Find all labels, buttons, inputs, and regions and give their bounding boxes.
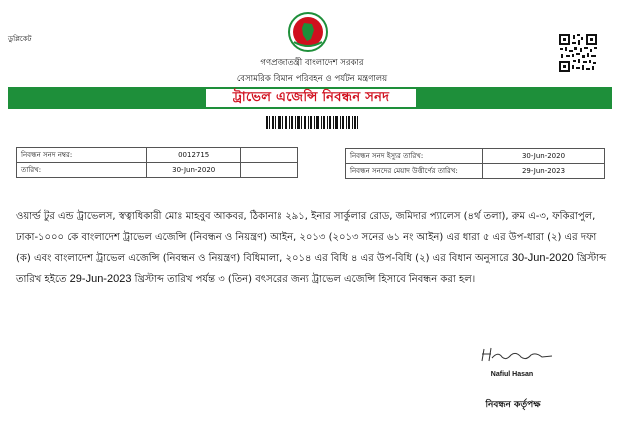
body-text-part3: খ্রিস্টাব্দ তারিখ পর্যন্ত ৩ (তিন) বৎসরের জন্য ট্রাভেল এজেন্সি হিসাবে নিবন্ধন করা হল।	[131, 274, 476, 285]
body-text-part1: ওয়ার্ল্ড টুর এন্ড ট্রাভেলস, স্বত্বাধিকারী মোঃ মাহবুব আকবর, ঠিকানাঃ ২৯১, ইনার সার্কুলার রোড, জমিদার প্যালেস (৪র্থ তলা), রুম এ-৩, ফকিরাপুল, ঢাকা-১০০০ কে বাংলাদেশ ট্রাভেল এজেন্সি (নিবন্ধন ও নিয়ন্ত্রণ) আইন, ২০১৩ (২০১৩ সনের ৬১ নং আইন) এর ধারা ৫ এর উপ-ধারা (২) এর দফা (ক) এবং বাংলাদেশ ট্রাভেল এজেন্সি (নিবন্ধন ও নিয়ন্ত্রণ) বিধিমালা, ২০১৪ এর বিধি ৪ এর উপ-বিধি (২) এর বিধান অনুসারে	[16, 211, 597, 264]
registration-number-label: নিবন্ধন সনদ নম্বর:	[17, 148, 147, 163]
date-value: 30-Jun-2020	[147, 163, 241, 178]
issue-date-label: নিবন্ধন সনদ ইস্যুর তারিখ:	[346, 149, 483, 164]
table-row	[346, 164, 605, 179]
duplicate-label: ডুপ্লিকেট	[8, 35, 32, 43]
registration-table-left	[16, 147, 298, 178]
certificate-title: ট্রাভেল এজেন্সি নিবন্ধন সনদ	[206, 89, 416, 107]
valid-to-date: 29-Jun-2023	[69, 273, 132, 285]
qr-code	[558, 33, 598, 73]
table-row	[17, 148, 298, 163]
signer-name: Nafiul Hasan	[490, 371, 534, 378]
expiry-date-label: নিবন্ধন সনদের মেয়াদ উত্তীর্ণের তারিখ:	[346, 164, 483, 179]
body-text-part2: খ্রিস্টাব্দ তারিখ হইতে	[16, 253, 607, 285]
signature	[478, 345, 558, 365]
government-emblem	[288, 12, 328, 52]
table-row	[17, 163, 298, 178]
empty-cell	[241, 148, 298, 163]
table-row	[346, 149, 605, 164]
valid-from-date: 30-Jun-2020	[511, 252, 574, 264]
registration-number-value: 0012715	[147, 148, 241, 163]
title-band	[8, 87, 612, 109]
expiry-date-value: 29-Jun-2023	[483, 164, 605, 179]
date-label: তারিখ:	[17, 163, 147, 178]
barcode	[266, 116, 358, 129]
ministry-name: বেসামরিক বিমান পরিবহন ও পর্যটন মন্ত্রণালয়	[236, 74, 388, 84]
registration-table-right	[345, 148, 605, 179]
issue-date-value: 30-Jun-2020	[483, 149, 605, 164]
registration-authority: নিবন্ধন কর্তৃপক্ষ	[485, 400, 541, 410]
government-name: গণপ্রজাতন্ত্রী বাংলাদেশ সরকার	[260, 58, 364, 68]
certificate-body	[16, 206, 612, 290]
empty-cell	[241, 163, 298, 178]
